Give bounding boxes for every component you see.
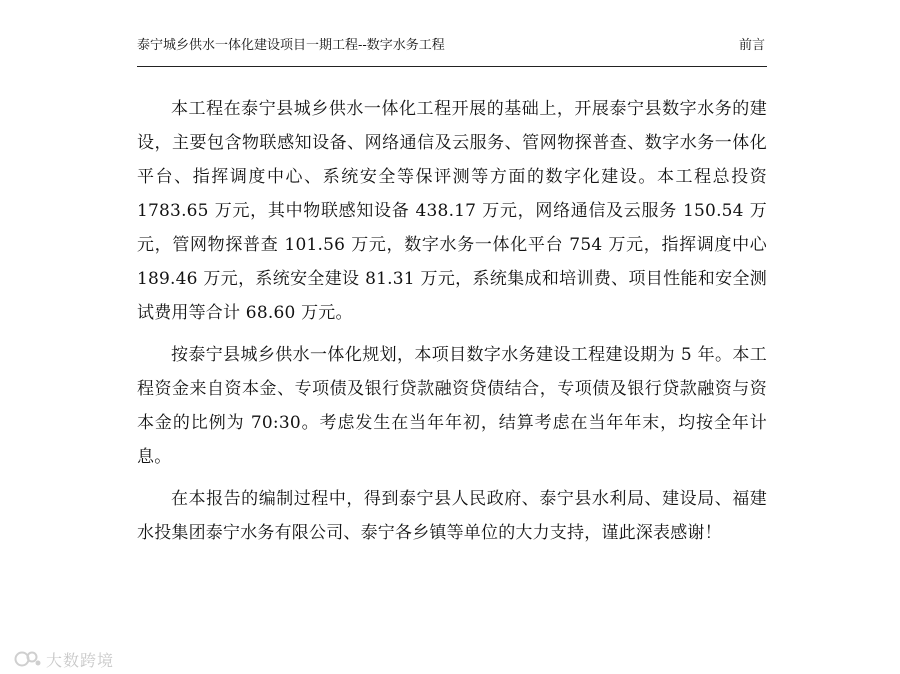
watermark-text: 大数跨境 bbox=[46, 650, 115, 670]
document-title: 泰宁城乡供水一体化建设项目一期工程--数字水务工程 bbox=[137, 38, 445, 53]
paragraph-acknowledgement: 在本报告的编制过程中，得到泰宁县人民政府、泰宁县水利局、建设局、福建水投集团泰宁水务有限公司、泰宁各乡镇等单位的大力支持，谨此深表感谢！ bbox=[137, 489, 767, 543]
paragraph-overview: 本工程在泰宁县城乡供水一体化工程开展的基础上，开展泰宁县数字水务的建设，主要包含物联感知设备、网络通信及云服务、管网物探普查、数字水务一体化平台、指挥调度中心、系统安全等保评测等方面的数字化建设。本工程总投资 1783.65 万元，其中物联感知设备 438.17 万元，网络通信及云服务 150.54 万元，管网物探普查 101.56 万元，数字水务一体化平台 754 万元，指挥调度中心 189.46 万元，系统安全建设 81.31 万元，系统集成和培训费、项目性能和安全测试费用等合计 68.60 万元。 bbox=[137, 99, 767, 323]
watermark bbox=[14, 646, 114, 672]
section-title: 前言 bbox=[738, 38, 765, 53]
document-body bbox=[137, 92, 767, 558]
page-header bbox=[137, 36, 767, 64]
header-divider bbox=[137, 66, 767, 67]
paragraph-funding: 按泰宁县城乡供水一体化规划，本项目数字水务建设工程建设期为 5 年。本工程资金来自资本金、专项债及银行贷款融资贷债结合，专项债及银行贷款融资与资本金的比例为 70:30。考虑发生在当年年初，结算考虑在当年年末，均按全年计息。 bbox=[137, 345, 767, 467]
watermark-logo-icon bbox=[14, 648, 42, 670]
